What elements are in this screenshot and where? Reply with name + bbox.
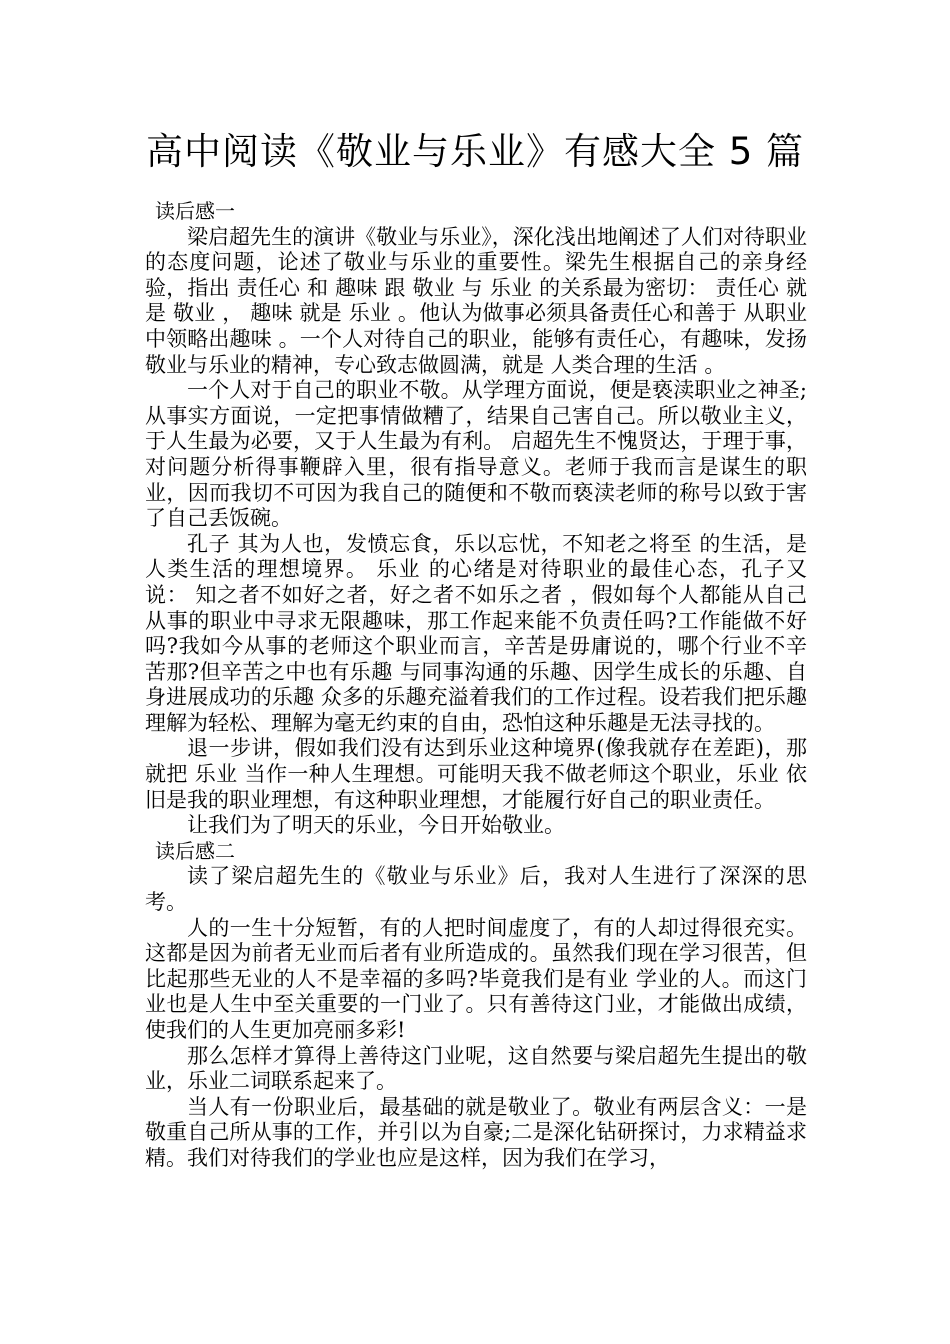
- section-heading: 读后感一: [155, 199, 235, 223]
- section-2: [145, 839, 807, 1172]
- document-body: [145, 199, 807, 1172]
- paragraph: 读了梁启超先生的《敬业与乐业》后，我对人生进行了深深的思考。: [145, 864, 807, 915]
- document-title: 高中阅读《敬业与乐业》有感大全 5 篇: [145, 130, 805, 173]
- section-heading: 读后感二: [155, 838, 235, 863]
- paragraph: 人的一生十分短暂，有的人把时间虚度了，有的人却过得很充实。这都是因为前者无业而后者有业所造成的。虽然我们现在学习很苦，但比起那些无业的人不是幸福的多吗?毕竟我们是有业 学业的人。而这门业也是人生中至关重要的一门业了。只有善待这门业，才能做出成绩，使我们的人生更加亮丽多彩!: [145, 915, 807, 1042]
- section-1: [145, 199, 807, 839]
- paragraph: 那么怎样才算得上善待这门业呢，这自然要与梁启超先生提出的敬业，乐业二词联系起来了。: [145, 1043, 807, 1094]
- paragraph: 当人有一份职业后，最基础的就是敬业了。敬业有两层含义：一是敬重自己所从事的工作，并引以为自豪;二是深化钻研探讨，力求精益求精。我们对待我们的学业也应是这样，因为我们在学习，: [145, 1094, 807, 1170]
- paragraph: 让我们为了明天的乐业，今日开始敬业。: [187, 813, 565, 838]
- paragraph: 一个人对于自己的职业不敬。从学理方面说，便是亵渎职业之神圣;从事实方面说，一定把事情做糟了，结果自己害自己。所以敬业主义，于人生最为必要，又于人生最为有利。 启超先生不愧贤达，于理于事，对问题分析得事鞭辟入里，很有指导意义。老师于我而言是谋生的职业，因而我切不可因为我自己的随便和不敬而亵渎老师的称号以致于害了自己丢饭碗。: [145, 378, 807, 531]
- paragraph: 退一步讲，假如我们没有达到乐业这种境界(像我就存在差距)，那就把 乐业 当作一种人生理想。可能明天我不做老师这个职业，乐业 依旧是我的职业理想，有这种职业理想，才能履行好自己的职业责任。: [145, 736, 807, 812]
- paragraph: 孔子 其为人也，发愤忘食，乐以忘忧，不知老之将至 的生活，是人类生活的理想境界。 乐业 的心绪是对待职业的最佳心态，孔子又说： 知之者不如好之者，好之者不如乐之者 ，假如每个人都能从自己从事的职业中寻求无限趣味，那工作起来能不负责任吗?工作能做不好吗?我如今从事的老师这个职业而言，辛苦是毋庸说的，哪个行业不辛苦那?但辛苦之中也有乐趣 与同事沟通的乐趣、因学生成长的乐趣、自身进展成功的乐趣 众多的乐趣充溢着我们的工作过程。设若我们把乐趣理解为轻松、理解为毫无约束的自由，恐怕这种乐趣是无法寻找的。: [145, 531, 807, 735]
- paragraph: 梁启超先生的演讲《敬业与乐业》，深化浅出地阐述了人们对待职业的态度问题，论述了敬业与乐业的重要性。梁先生根据自己的亲身经验，指出 责任心 和 趣味 跟 敬业 与 乐业 的关系最为密切： 责任心 就是 敬业 ， 趣味 就是 乐业 。他认为做事必须具备责任心和善于 从职业中领略出趣味 。一个人对待自己的职业，能够有责任心，有趣味，发扬敬业与乐业的精神，专心致志做圆满，就是 人类合理的生活 。: [145, 224, 807, 377]
